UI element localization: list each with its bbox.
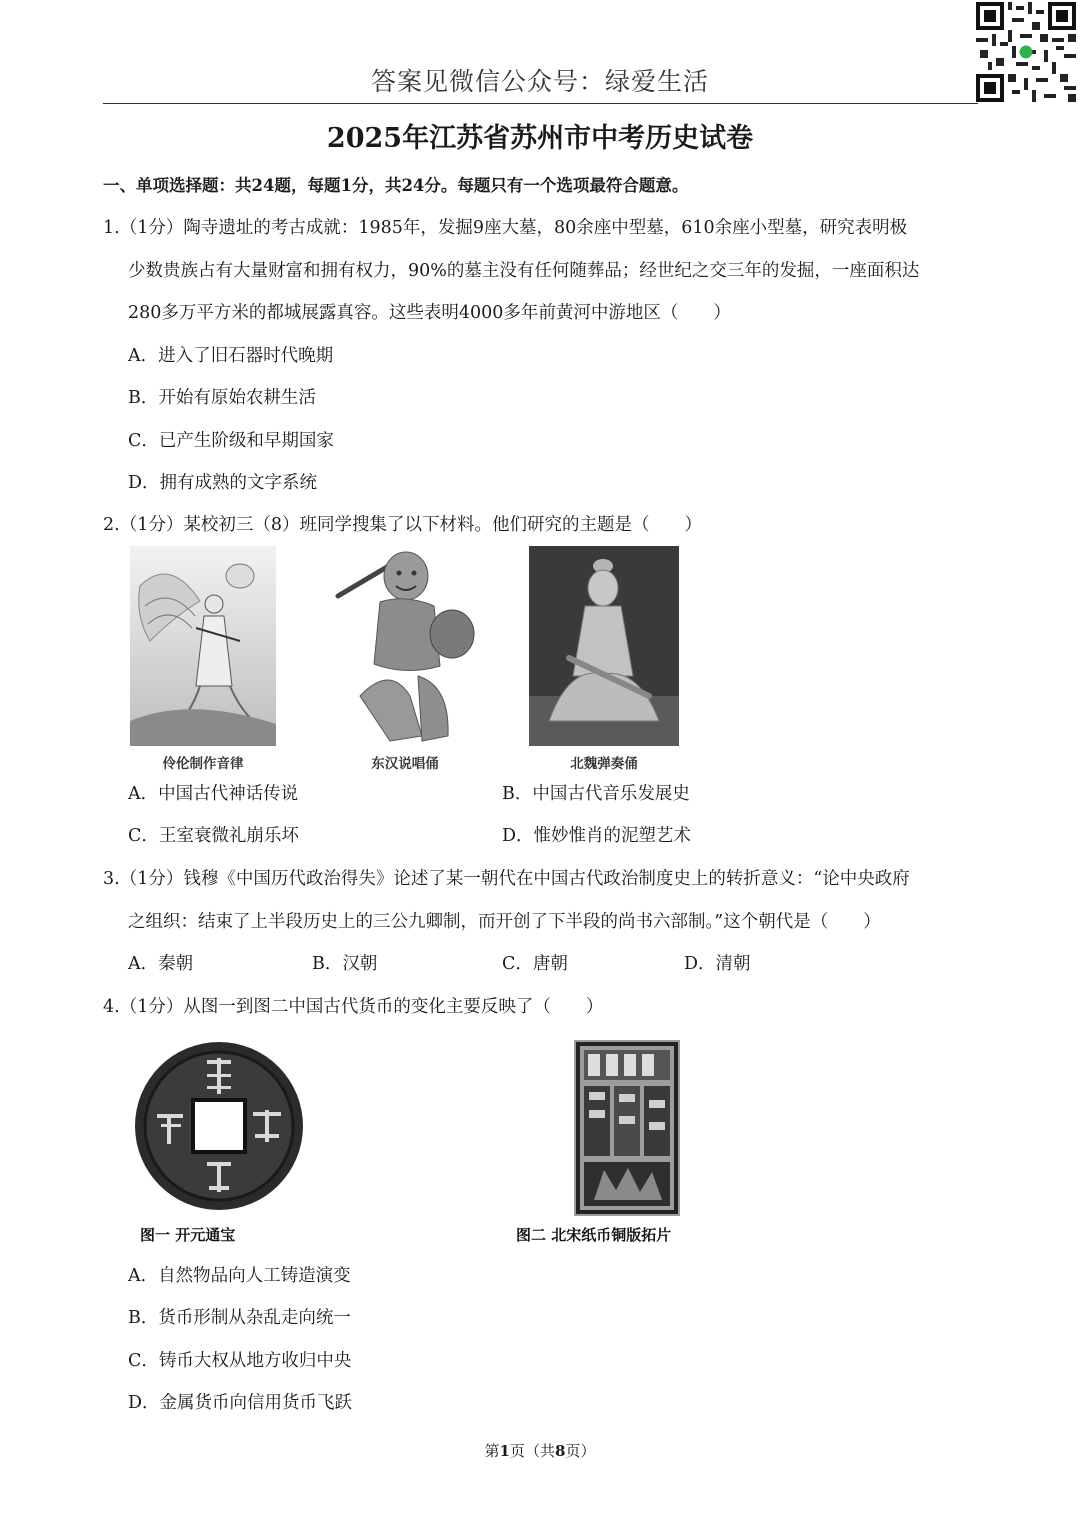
linglun-music-illustration [130, 546, 276, 746]
question-4-option-d: D．金属货币向信用货币飞跃 [128, 1393, 353, 1413]
section-heading: 一、单项选择题：共24题，每题1分，共24分。每题只有一个选项最符合题意。 [103, 176, 689, 195]
total-pages: 8 [555, 1442, 566, 1460]
question-3-line: 之组织：结束了上半段历史上的三公九卿制，而开创了下半段的尚书六部制。”这个朝代是（ ） [128, 912, 881, 932]
question-1-line: 1.（1分）陶寺遗址的考古成就：1985年，发掘9座大墓，80余座中型墓，610余座小型墓，研究表明极 [103, 218, 908, 238]
question-2-option-a: A．中国古代神话传说 [128, 784, 299, 804]
question-3-option-a: A．秦朝 [128, 954, 194, 974]
question-2-stem: 2.（1分）某校初三（8）班同学搜集了以下材料。他们研究的主题是（ ） [103, 515, 702, 535]
eastern-han-storyteller-figurine [330, 546, 480, 746]
header-divider [103, 103, 978, 104]
question-2-option-c: C．王室衰微礼崩乐坏 [128, 826, 299, 846]
question-1-option-d: D．拥有成熟的文字系统 [128, 473, 318, 493]
question-4-stem: 4.（1分）从图一到图二中国古代货币的变化主要反映了（ ） [103, 997, 604, 1017]
page-title: 2025年江苏省苏州市中考历史试卷 [326, 123, 754, 154]
question-4-option-b: B．货币形制从杂乱走向统一 [128, 1308, 351, 1328]
question-2-option-d: D．惟妙惟肖的泥塑艺术 [502, 826, 692, 846]
figure-caption: 图一 开元通宝 [140, 1226, 236, 1244]
page-mid: 页（共 [509, 1442, 555, 1460]
question-1-line: 少数贵族占有大量财富和拥有权力，90%的墓主没有任何随葬品；经世纪之交三年的发掘，一座面积达 [128, 261, 920, 281]
question-1-option-b: B．开始有原始农耕生活 [128, 388, 316, 408]
page-prefix: 第 [484, 1442, 500, 1460]
question-3-option-b: B．汉朝 [312, 954, 378, 974]
question-1-line: 280多万平方米的都城展露真容。这些表明4000多年前黄河中游地区（ ） [128, 303, 731, 323]
question-3-option-c: C．唐朝 [502, 954, 568, 974]
figure-caption: 图二 北宋纸币铜版拓片 [516, 1226, 672, 1244]
northern-song-paper-money-rubbing [574, 1040, 680, 1216]
question-3-option-d: D．清朝 [684, 954, 751, 974]
kaiyuan-tongbao-coin-image [133, 1040, 305, 1212]
question-2-option-b: B．中国古代音乐发展史 [502, 784, 690, 804]
header-note: 答案见微信公众号：绿爱生活 [370, 67, 709, 96]
northern-wei-musician-figurine [529, 546, 679, 746]
page-suffix: 页） [565, 1442, 596, 1460]
question-4-option-a: A．自然物品向人工铸造演变 [128, 1266, 351, 1286]
figure-caption: 北魏弹奏俑 [570, 756, 638, 772]
figure-caption: 伶伦制作音律 [162, 756, 244, 772]
question-1-option-c: C．已产生阶级和早期国家 [128, 431, 334, 451]
question-4-option-c: C．铸币大权从地方收归中央 [128, 1351, 352, 1371]
current-page: 1 [499, 1442, 510, 1460]
question-3-line: 3.（1分）钱穆《中国历代政治得失》论述了某一朝代在中国古代政治制度史上的转折意义：“论中央政府 [103, 869, 910, 889]
page-number [0, 1440, 1080, 1461]
question-1-option-a: A．进入了旧石器时代晚期 [128, 346, 334, 366]
figure-caption: 东汉说唱俑 [371, 756, 439, 772]
